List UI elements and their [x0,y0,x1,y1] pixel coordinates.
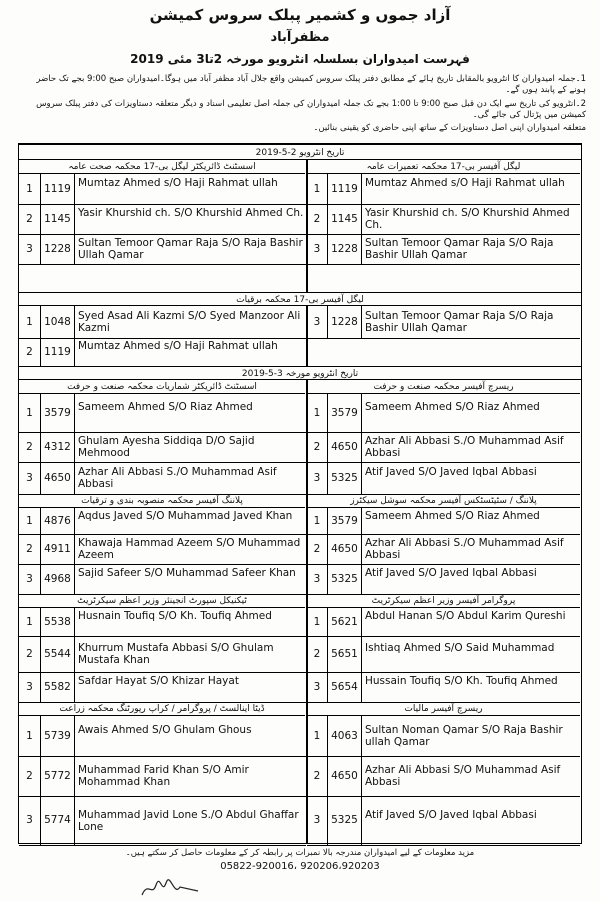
roll-number: 1119 [328,174,362,204]
roll-number: 4312 [41,432,75,462]
table-row [307,204,580,234]
serial-number: 2 [19,432,41,462]
roll-number: 5772 [41,756,75,796]
roll-number: 1145 [328,204,362,234]
table-row [19,204,306,234]
row-divider [19,845,306,846]
post-title: ٹیکنیکل سپورٹ انجینئر وزیر اعظم سیکرٹریٹ [19,594,305,608]
serial-number: 3 [19,462,41,494]
list-subtitle: فہرست امیدواران بسلسلہ انٹرویو مورخہ 2تا3 مئی 2019 [130,52,470,66]
table-row [19,608,306,636]
candidate-name: Ghulam Ayesha Siddiqa D/O Sajid Mehmood [78,435,255,459]
candidate-name: Azhar Ali Abbasi S./O Muhammad Asif Abbasi [78,466,277,490]
serial-number: 1 [19,394,41,432]
post-title: ریسرچ آفیسر مالیات [307,702,580,716]
candidate-name: Atif Javed S/O Javed Iqbal Abbasi [365,567,537,579]
table-row [307,608,580,636]
roll-number: 1048 [41,306,75,338]
candidate-name: Azhar Ali Abbasi S./O Muhammad Asif Abbasi [365,537,564,561]
serial-number: 1 [307,716,328,756]
serial-number: 3 [307,796,328,845]
roll-number: 1119 [41,174,75,204]
serial-number: 1 [307,608,328,636]
roll-number: 4650 [41,462,75,494]
table-row [307,462,580,494]
candidate-name: Khurrum Mustafa Abbasi S/O Ghulam Mustafa Khan [78,642,274,666]
table-row [307,672,580,702]
table-row [19,508,306,534]
roll-number: 3579 [328,508,362,534]
table-row [19,432,306,462]
roll-number: 4063 [328,716,362,756]
page-title: آزاد جموں و کشمیر پبلک سروس کمیشن [149,6,451,24]
footer-phones: 05822-920016، 920206،920203 [220,861,380,872]
roll-number: 4650 [328,432,362,462]
serial-number: 2 [19,204,41,234]
roll-number: 1228 [41,234,75,264]
post-title: ڈیٹا اینالسٹ / پروگرامر / کراپ رپورٹنگ محکمہ زراعت [19,702,305,716]
serial-number: 2 [307,204,328,234]
table-row [19,306,306,338]
instruction-note: 1۔جملہ امیدواران کا انٹرویو بالمقابل تاریخ ہائے کے مطابق دفتر پبلک سروس کمیشن واقع جلال آباد مظفر آباد میں ہوگا۔امیدواران صبح 9:00 بجے تک حاضر ہونے کے پابند ہوں گے۔ [36,74,586,95]
serial-number: 2 [307,636,328,672]
post-title: اسسٹنٹ ڈائریکٹر لیگل بی-17 محکمہ صحت عامہ [19,160,305,174]
table-row [19,174,306,204]
roll-number: 4650 [328,534,362,564]
roll-number: 4650 [328,756,362,796]
candidate-name: Azhar Ali Abbasi S./O Muhammad Asif Abbasi [365,435,564,459]
table-row [307,174,580,204]
table-row [19,636,306,672]
roll-number: 1119 [41,338,75,366]
candidate-name: Mumtaz Ahmed s/O Haji Rahmat ullah [365,177,565,189]
candidate-name: Muhammad Farid Khan S/O Amir Mohammad Khan [78,764,249,788]
candidate-table [18,143,582,844]
roll-number: 5621 [328,608,362,636]
candidate-name: Sultan Temoor Qamar Raja S/O Raja Bashir Ullah Qamar [365,237,554,261]
table-row [19,672,306,702]
table-row [19,534,306,564]
candidate-name: Sultan Temoor Qamar Raja S/O Raja Bashir Ullah Qamar [78,237,303,261]
candidate-name: Mumtaz Ahmed s/O Haji Rahmat ullah [78,177,278,189]
table-row [19,756,306,796]
candidate-name: Yasir Khurshid ch. S/O Khurshid Ahmed Ch. [365,207,570,231]
candidate-name: Muhammad Javid Lone S./O Abdul Ghaffar Lone [78,808,299,833]
table-row [307,564,580,594]
candidate-name: Sameem Ahmed S/O Riaz Ahmed [78,401,253,413]
roll-number: 5651 [328,636,362,672]
table-row [307,508,580,534]
candidate-name: Sajid Safeer S/O Muhammad Safeer Khan [78,567,296,579]
signature [140,877,200,899]
roll-number: 3579 [41,394,75,432]
post-title: پلاننگ آفیسر محکمہ منصوبہ بندی و ترقیات [19,494,305,508]
serial-number: 2 [307,534,328,564]
roll-number: 4968 [41,564,75,594]
candidate-name: Aqdus Javed S/O Muhammad Javed Khan [78,510,293,522]
roll-number: 3579 [328,394,362,432]
table-row [307,716,580,756]
instruction-note: 2۔انٹرویو کی تاریخ سے ایک دن قبل صبح 9:00 تا 1:00 بجے تک جملہ امیدواران کی جملہ اصل تعلیمی اسناد و دیگر متعلقہ دستاویزات کی دفتر پبلک سروس کمیشن میں پڑتال کی جائے گی۔ [36,99,586,120]
serial-number: 2 [19,636,41,672]
serial-number: 3 [307,462,328,494]
row-divider [307,845,580,846]
roll-number: 1228 [328,306,362,338]
serial-number: 2 [19,338,41,366]
candidate-name: Atif Javed S/O Javed Iqbal Abbasi [365,466,537,478]
post-title: اسسٹنٹ ڈائریکٹر شماریات محکمہ صنعت و حرفت [19,380,305,394]
post-title: ریسرچ آفیسر محکمہ صنعت و حرفت [307,380,580,394]
roll-number: 5654 [328,672,362,702]
table-row [19,462,306,494]
candidate-name: Awais Ahmed S/O Ghulam Ghous [78,724,252,736]
serial-number: 3 [307,234,328,264]
serial-number: 1 [307,394,328,432]
roll-number: 5582 [41,672,75,702]
row-divider [307,338,580,339]
serial-number: 3 [307,672,328,702]
table-row [19,716,306,756]
candidate-name: Atif Javed S/O Javed Iqbal Abbasi [365,808,537,821]
serial-number: 1 [19,716,41,756]
section-date-band: تاریخ انٹرویو 2-5-2019 [19,144,581,160]
table-row [19,394,306,432]
serial-number: 3 [307,564,328,594]
post-title: لیگل آفیسر بی-17 محکمہ تعمیرات عامہ [307,160,580,174]
roll-number: 5544 [41,636,75,672]
table-row [19,796,306,845]
roll-number: 5325 [328,462,362,494]
post-title: پلاننگ / سٹیٹسٹکس آفیسر محکمہ سوشل سیکٹرز [307,494,580,508]
roll-number: 5774 [41,796,75,845]
candidate-name: Abdul Hanan S/O Abdul Karim Qureshi [365,610,566,622]
serial-number: 3 [19,672,41,702]
post-title: پروگرامر آفیسر وزیر اعظم سیکرٹریٹ [307,594,580,608]
serial-number: 2 [19,534,41,564]
candidate-name: Azhar Ali Abbasi S/O Muhammad Asif Abbasi [365,764,561,788]
candidate-name: Mumtaz Ahmed s/O Haji Rahmat ullah [78,340,278,352]
footer-note: مزید معلومات کے لیے امیدواران مندرجہ بالا نمبرات پر رابطہ کر کے معلومات حاصل کر سکتے ہیں۔ [125,848,475,858]
section-date-band: لیگل آفیسر بی-17 محکمہ برقیات [19,292,581,306]
serial-number: 3 [307,306,328,338]
instruction-note: متعلقہ امیدواران اپنی اصل دستاویزات کے ساتھ اپنی حاضری کو یقینی بنائیں۔ [313,123,586,133]
table-row [307,756,580,796]
table-row [307,636,580,672]
candidate-name: Sultan Noman Qamar S/O Raja Bashir ullah Qamar [365,724,563,748]
candidate-name: Ishtiaq Ahmed S/O Said Muhammad [365,642,555,654]
roll-number: 4876 [41,508,75,534]
serial-number: 2 [307,756,328,796]
roll-number: 5739 [41,716,75,756]
serial-number: 1 [307,508,328,534]
section-date-band: تاریخ انٹرویو مورخہ 3-5-2019 [19,366,581,380]
table-row [19,564,306,594]
table-row [19,338,306,366]
table-row [307,234,580,264]
serial-number: 1 [19,608,41,636]
candidate-name: Sameem Ahmed S/O Riaz Ahmed [365,401,540,413]
table-row [307,534,580,564]
serial-number: 1 [19,174,41,204]
candidate-name: Syed Asad Ali Kazmi S/O Syed Manzoor Ali Kazmi [78,310,301,334]
serial-number: 3 [19,796,41,845]
roll-number: 4911 [41,534,75,564]
roll-number: 5538 [41,608,75,636]
candidate-name: Hussain Toufiq S/O Kh. Toufiq Ahmed [365,675,558,687]
table-row [307,432,580,462]
serial-number: 3 [19,564,41,594]
roll-number: 5325 [328,796,362,845]
candidate-name: Sameem Ahmed S/O Riaz Ahmed [365,510,540,522]
candidate-name: Husnain Toufiq S/O Kh. Toufiq Ahmed [78,610,272,622]
serial-number: 3 [19,234,41,264]
serial-number: 1 [19,508,41,534]
serial-number: 1 [19,306,41,338]
roll-number: 1145 [41,204,75,234]
candidate-name: Sultan Temoor Qamar Raja S/O Raja Bashir Ullah Qamar [365,310,554,334]
city-title: مظفرآباد [270,30,330,45]
row-divider [307,264,580,265]
table-row [307,796,580,845]
table-row [307,394,580,432]
row-divider [19,264,306,265]
table-row [307,306,580,338]
serial-number: 2 [19,756,41,796]
table-row [19,234,306,264]
roll-number: 1228 [328,234,362,264]
candidate-name: Safdar Hayat S/O Khizar Hayat [78,675,239,687]
serial-number: 2 [307,432,328,462]
candidate-name: Yasir Khurshid ch. S/O Khurshid Ahmed Ch. [78,207,304,219]
serial-number: 1 [307,174,328,204]
candidate-name: Khawaja Hammad Azeem S/O Muhammad Azeem [78,537,301,561]
roll-number: 5325 [328,564,362,594]
